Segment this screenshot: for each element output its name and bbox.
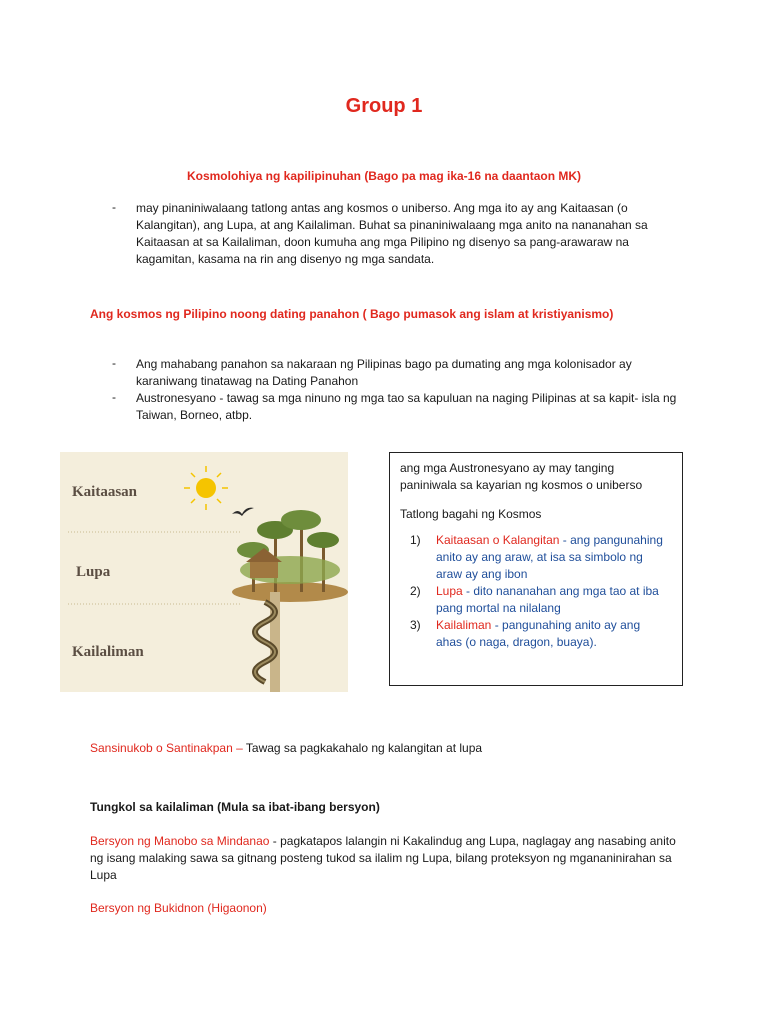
textbox-subtitle: Tatlong bagahi ng Kosmos: [400, 507, 542, 521]
section2-bullet-marker: -: [112, 356, 116, 370]
cosmos-illustration: [60, 452, 348, 692]
cosmos-list: [400, 532, 674, 651]
list-term: Kaitaasan o Kalangitan: [436, 533, 560, 547]
list-term: Kailaliman: [436, 618, 492, 632]
sansinukob-term: Sansinukob o Santinakpan: [90, 741, 233, 755]
text-line: Ang mahabang panahon sa nakaraan ng Pilipinas bago pa dumating ang mga kolonisador ay: [136, 357, 632, 371]
list-sep: -: [491, 618, 503, 632]
list-number: 2): [410, 584, 421, 598]
sansinukob-desc: Tawag sa pagkakahalo ng kalangitan at lupa: [245, 741, 483, 755]
list-item: [400, 532, 674, 583]
list-sep: -: [559, 533, 571, 547]
text-line: Kaitaasan at sa Kailaliman, doon kumuha ang mga Pilipino ng disenyo sa pang-arawaraw na: [136, 235, 629, 249]
text-line: Austronesyano - tawag sa mga ninuno ng mga tao sa kapuluan na naging Pilipinas at sa kapit- isla ng: [136, 391, 677, 405]
section2-bullet: [136, 356, 706, 390]
text-line: ng isang malaking sawa sa gitnang posteng tukod sa ilalim ng Lupa, bilang proteksyon ng mgananinirahan sa: [90, 851, 672, 865]
text-line: kagamitan, kasama na rin ang disenyo ng mga sandata.: [136, 252, 435, 266]
text-line: pagkatapos lalangin ni Kakalindug ang Lupa, naglagay ang nasabing anito: [280, 834, 676, 848]
manobo-sep: -: [269, 834, 281, 848]
section2-heading: Ang kosmos ng Pilipino noong dating panahon ( Bago pumasok ang islam at kristiyanismo): [90, 307, 614, 321]
list-desc: dito nananahan ang mga tao at iba: [473, 584, 659, 598]
text-line: may pinaniniwalaang tatlong antas ang kosmos o uniberso. Ang mga ito ay ang Kaitaasan (o: [136, 201, 628, 215]
textbox-intro-line: paniniwala sa kayarian ng kosmos o uniberso: [400, 478, 643, 492]
bukidnon-heading: Bersyon ng Bukidnon (Higaonon): [90, 901, 267, 915]
list-desc: ahas (o naga, dragon, buaya).: [436, 635, 597, 649]
list-desc: pang mortal na nilalang: [436, 601, 561, 615]
section2-bullet: [136, 390, 716, 424]
label-lupa: Lupa: [76, 564, 111, 580]
list-number: 1): [410, 533, 421, 547]
tungkol-heading: Tungkol sa kailaliman (Mula sa ibat-ibang bersyon): [90, 800, 380, 814]
section1-heading: Kosmolohiya ng kapilipinuhan (Bago pa mag ika-16 na daantaon MK): [186, 169, 582, 183]
cosmos-illustration-svg: [60, 452, 348, 692]
manobo-term: Bersyon ng Manobo sa Mindanao: [90, 834, 270, 848]
list-term: Lupa: [436, 584, 463, 598]
section2-bullet-marker: -: [112, 390, 116, 404]
list-desc: ang pangunahing: [570, 533, 663, 547]
list-desc: anito ay ang araw, at isa sa simbolo ng: [436, 550, 643, 564]
label-kailaliman: Kailaliman: [72, 644, 144, 660]
sansinukob-line: [90, 741, 482, 755]
list-sep: -: [462, 584, 474, 598]
text-line: Taiwan, Borneo, atbp.: [136, 408, 253, 422]
label-kaitaasan: Kaitaasan: [72, 484, 138, 500]
section1-bullet-marker: -: [112, 200, 116, 214]
page-title: Group 1: [345, 95, 423, 117]
text-line: karaniwang tinatawag na Dating Panahon: [136, 374, 359, 388]
textbox-intro-line: ang mga Austronesyano ay may tanging: [400, 461, 615, 475]
list-item: [400, 583, 674, 617]
list-number: 3): [410, 618, 421, 632]
section1-bullet: [136, 200, 696, 268]
sansinukob-sep: –: [232, 741, 246, 755]
text-line: Lupa: [90, 868, 117, 882]
cosmos-textbox: [389, 452, 683, 686]
text-line: Kalangitan), ang Lupa, at ang Kailaliman. Buhat sa pinaniniwalaang mga anito na nananahan sa: [136, 218, 648, 232]
list-item: [400, 617, 674, 651]
manobo-paragraph: [90, 833, 690, 884]
list-desc: pangunahing anito ay ang: [502, 618, 641, 632]
list-desc: araw ay ang ibon: [436, 567, 528, 581]
